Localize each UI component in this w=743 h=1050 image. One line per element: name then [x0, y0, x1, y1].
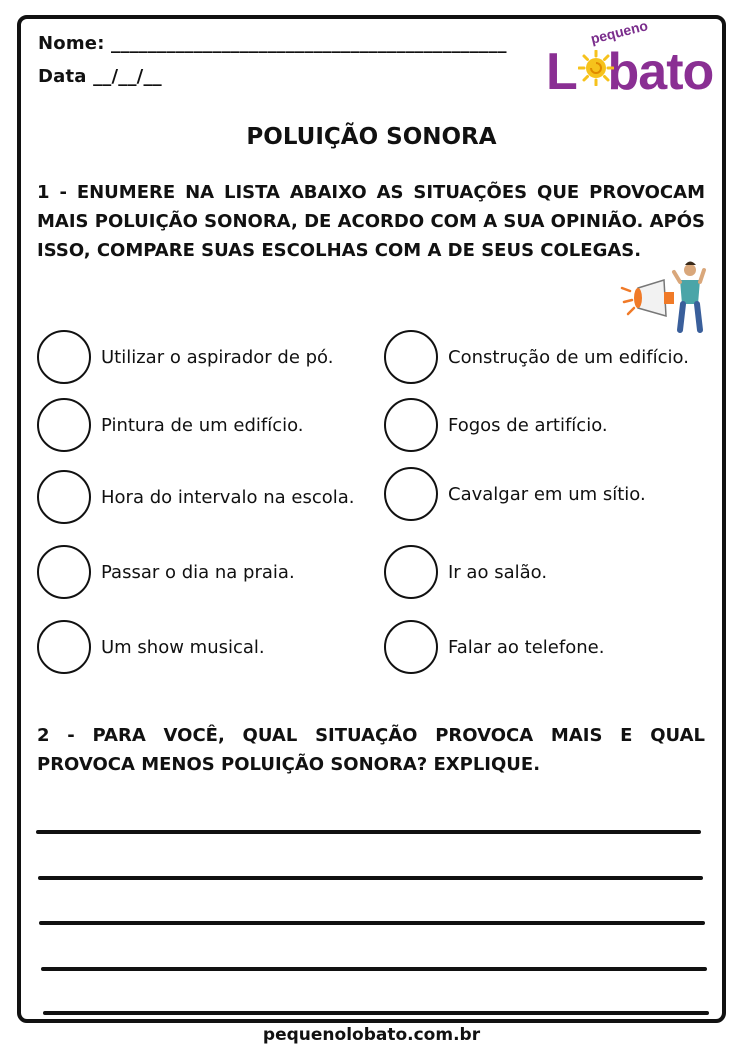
- option-label: Ir ao salão.: [448, 561, 548, 583]
- option-left-1[interactable]: [37, 330, 333, 384]
- answer-line-1[interactable]: [36, 830, 701, 834]
- option-left-5[interactable]: [37, 620, 265, 674]
- option-label: Um show musical.: [101, 636, 265, 658]
- answer-circle[interactable]: [384, 545, 438, 599]
- answer-circle[interactable]: [37, 330, 91, 384]
- footer-website: pequenolobato.com.br: [262, 1025, 481, 1045]
- option-label: Falar ao telefone.: [448, 636, 605, 658]
- name-field[interactable]: Nome: ___________________________________________: [38, 33, 507, 54]
- option-right-1[interactable]: [384, 330, 689, 384]
- option-label: Hora do intervalo na escola.: [101, 486, 355, 508]
- answer-circle[interactable]: [37, 545, 91, 599]
- answer-line-2[interactable]: [38, 876, 703, 880]
- question-1: 1 - ENUMERE NA LISTA ABAIXO AS SITUAÇÕES QUE PROVOCAM MAIS POLUIÇÃO SONORA, DE ACORDO COM A SUA OPINIÃO. APÓS ISSO, COMPARE SUAS ESCOLHAS COM A DE SEUS COLEGAS.: [37, 182, 705, 261]
- date-field[interactable]: Data __/__/__: [38, 66, 162, 87]
- option-label: Pintura de um edifício.: [101, 414, 304, 436]
- answer-circle[interactable]: [384, 620, 438, 674]
- megaphone-person-illustration: [620, 258, 710, 336]
- option-right-3[interactable]: [384, 467, 646, 521]
- pequeno-lobato-logo: [540, 17, 720, 102]
- answer-circle[interactable]: [384, 398, 438, 452]
- option-label: Fogos de artifício.: [448, 414, 608, 436]
- page-title: POLUIÇÃO SONORA: [246, 124, 497, 150]
- option-right-5[interactable]: [384, 620, 604, 674]
- option-right-4[interactable]: [384, 545, 547, 599]
- logo-sun-icon: [578, 50, 614, 86]
- option-left-4[interactable]: [37, 545, 295, 599]
- option-label: Passar o dia na praia.: [101, 561, 295, 583]
- option-label: Utilizar o aspirador de pó.: [101, 346, 334, 368]
- answer-circle[interactable]: [37, 470, 91, 524]
- answer-line-3[interactable]: [39, 921, 705, 925]
- option-right-2[interactable]: [384, 398, 608, 452]
- option-left-2[interactable]: [37, 398, 304, 452]
- answer-line-4[interactable]: [41, 967, 707, 971]
- answer-circle[interactable]: [384, 330, 438, 384]
- answer-circle[interactable]: [37, 398, 91, 452]
- logo-small-text: pequeno: [588, 17, 650, 47]
- option-label: Cavalgar em um sítio.: [448, 483, 646, 505]
- question-2: 2 - PARA VOCÊ, QUAL SITUAÇÃO PROVOCA MAIS E QUAL PROVOCA MENOS POLUIÇÃO SONORA? EXPLIQUE.: [37, 725, 705, 775]
- option-label: Construção de um edifício.: [448, 346, 689, 368]
- answer-circle[interactable]: [384, 467, 438, 521]
- option-left-3[interactable]: [37, 470, 355, 524]
- logo-big-text: L bato: [546, 43, 714, 101]
- answer-circle[interactable]: [37, 620, 91, 674]
- answer-line-5[interactable]: [43, 1011, 709, 1015]
